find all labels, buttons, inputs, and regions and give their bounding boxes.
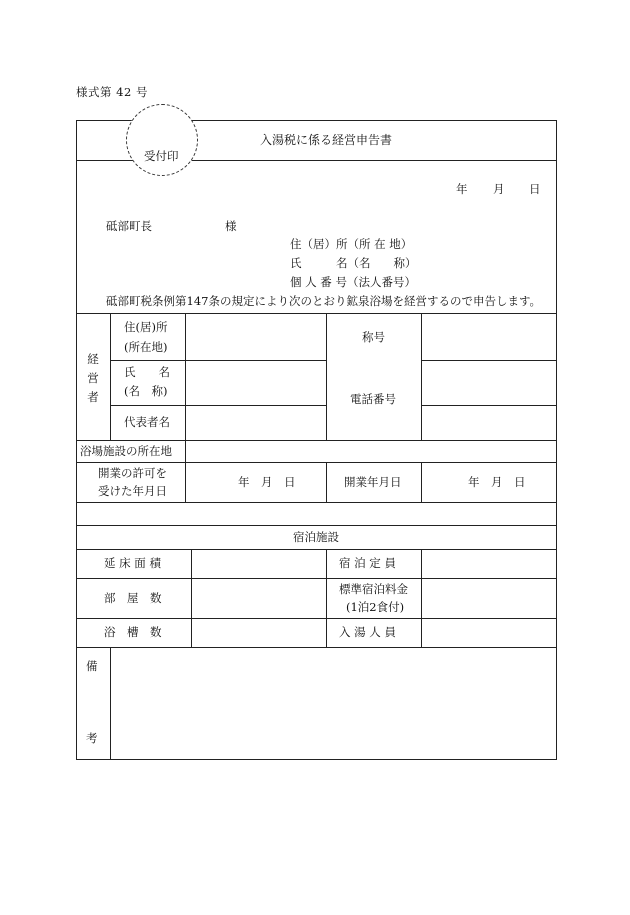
divider	[110, 647, 111, 760]
divider	[421, 405, 557, 406]
divider	[76, 578, 557, 579]
divider	[76, 462, 557, 463]
date-month-label: 月	[493, 182, 505, 196]
divider	[76, 647, 557, 648]
rooms-label: 部 屋 数	[104, 591, 162, 605]
form-title: 入湯税に係る経営申告書	[260, 133, 393, 147]
declaration-statement: 砥部町税条例第147条の規定により次のとおり鉱泉浴場を経営するので申告します。	[106, 294, 542, 308]
standard-fee-label-line2: (1泊2食付)	[346, 600, 405, 614]
divider	[421, 360, 557, 361]
floor-area-label: 延 床 面 積	[104, 556, 161, 570]
divider	[421, 549, 422, 647]
divider	[185, 313, 186, 440]
divider	[110, 313, 111, 440]
permit-date-label-line1: 開業の許可を	[98, 466, 167, 480]
divider	[76, 618, 557, 619]
divider	[326, 549, 327, 647]
operator-address-label-line2: (所在地)	[124, 340, 168, 354]
divider	[421, 462, 422, 502]
divider	[110, 405, 326, 406]
date-day-label: 日	[529, 182, 541, 196]
lodging-section-title: 宿泊施設	[293, 530, 339, 544]
divider	[421, 313, 422, 440]
receipt-stamp-circle	[126, 104, 198, 176]
applicant-name-label: 氏 名（名 称）	[290, 256, 417, 270]
permit-date-placeholder: 年 月 日	[238, 475, 296, 489]
divider	[76, 549, 557, 550]
divider	[76, 525, 557, 526]
form-number: 様式第 42 号	[76, 85, 148, 99]
remarks-label-top: 備	[86, 659, 98, 673]
divider	[326, 313, 327, 440]
divider	[185, 440, 186, 462]
operator-section-label: 経 営 者	[87, 352, 99, 404]
date-year-label: 年	[456, 182, 468, 196]
capacity-label: 宿 泊 定 員	[339, 556, 396, 570]
operator-address-label-line1: 住(居)所	[124, 320, 168, 334]
receipt-stamp-label: 受付印	[144, 149, 179, 163]
operator-name-label-line2: (名 称)	[124, 384, 168, 398]
operator-trade-name-label: 称号	[362, 330, 385, 344]
applicant-number-label: 個 人 番 号（法人番号）	[290, 275, 416, 289]
divider	[76, 313, 557, 314]
divider	[326, 462, 327, 502]
bathers-label: 入 湯 人 員	[339, 625, 396, 639]
operator-representative-label: 代表者名	[124, 415, 170, 429]
divider	[185, 462, 186, 502]
baths-label: 浴 槽 数	[104, 625, 162, 639]
facility-location-label: 浴場施設の所在地	[80, 444, 172, 458]
opening-date-placeholder: 年 月 日	[468, 475, 526, 489]
divider	[110, 360, 326, 361]
divider	[191, 549, 192, 647]
addressee-mayor: 砥部町長	[106, 219, 152, 233]
operator-name-label-line1: 氏 名	[124, 365, 170, 379]
applicant-address-label: 住（居）所（所 在 地）	[290, 237, 413, 251]
operator-phone-label: 電話番号	[350, 392, 396, 406]
divider	[76, 502, 557, 503]
divider	[76, 440, 557, 441]
standard-fee-label-line1: 標準宿泊料金	[339, 582, 408, 596]
addressee-honorific: 様	[225, 219, 237, 233]
remarks-label-bottom: 考	[86, 731, 98, 745]
opening-date-label: 開業年月日	[344, 475, 402, 489]
permit-date-label-line2: 受けた年月日	[98, 484, 167, 498]
